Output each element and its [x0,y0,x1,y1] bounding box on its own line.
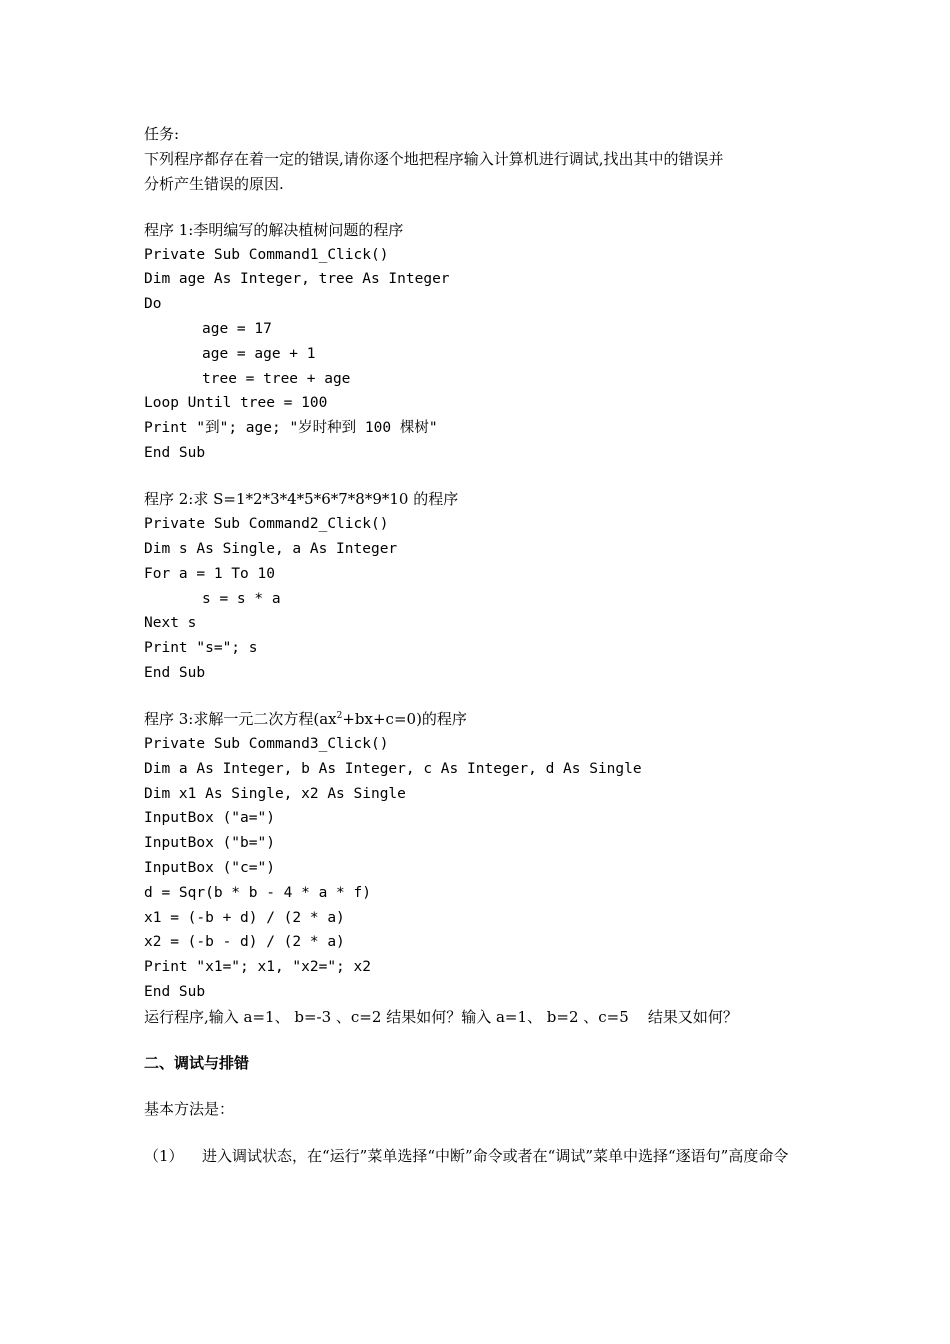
code-line: x2 = (-b - d) / (2 * a) [144,934,345,951]
code-line: tree = tree + age [202,370,351,387]
program2-title: 程序 2:求 S=1*2*3*4*5*6*7*8*9*10 的程序 [144,490,459,509]
list-item-number: （1） [144,1147,184,1166]
code-line: End Sub [144,445,206,462]
program3-title-post: +bx+c=0)的程序 [342,710,467,729]
list-item [144,1144,814,1169]
code-line: InputBox ("b=") [144,835,275,852]
code-line: s = s * a [202,590,281,607]
code-line: d = Sqr(b * b - 4 * a * f) [144,884,371,901]
basic-method-label: 基本方法是： [144,1100,235,1119]
list-item-text: 进入调试状态，在“运行”菜单选择“中断”命令或者在“调试”菜单中选择“逐语句”高度命令 [202,1147,789,1166]
code-line: Print "x1="; x1, "x2="; x2 [144,959,371,976]
code-line: Print "到"; age; "岁时种到 100 棵树" [144,420,438,437]
code-line: Private Sub Command1_Click() [144,246,389,263]
code-line: Dim age As Integer, tree As Integer [144,271,450,288]
code-line: Loop Until tree = 100 [144,395,328,412]
section2-heading: 二、调试与排错 [144,1054,250,1073]
code-line: Dim x1 As Single, x2 As Single [144,785,406,802]
code-line: Private Sub Command2_Click() [144,516,389,533]
code-line: End Sub [144,664,206,681]
code-line: InputBox ("a=") [144,810,275,827]
code-line: Next s [144,615,197,632]
code-line: age = age + 1 [202,345,316,362]
code-line: Dim a As Integer, b As Integer, c As Integer, d As Single [144,760,642,777]
code-line: Do [144,296,162,313]
document-page [144,122,814,1169]
program3-title-superscript: 2 [336,711,343,722]
program1-title: 程序 1:李明编写的解决植树问题的程序 [144,220,404,239]
code-line: Dim s As Single, a As Integer [144,540,398,557]
code-line: InputBox ("c=") [144,860,275,877]
task-label: 任务: [144,125,180,143]
program3-title [144,707,814,732]
program3-title-pre: 程序 3:求解一元二次方程(ax [144,710,337,729]
code-line: Private Sub Command3_Click() [144,736,389,753]
task-text-line-2: 分析产生错误的原因. [144,174,284,193]
code-line: End Sub [144,984,206,1000]
code-line: For a = 1 To 10 [144,565,275,582]
code-line: Print "s="; s [144,640,258,657]
program3-question: 运行程序,输入 a=1、 b=-3 、c=2 结果如何？输入 a=1、 b=2 、c=5 结果又如何？ [144,1007,738,1026]
code-line: x1 = (-b + d) / (2 * a) [144,909,345,926]
task-text-line-1: 下列程序都存在着一定的错误,请你逐个地把程序输入计算机进行调试,找出其中的错误并 [144,149,724,168]
code-line: age = 17 [202,321,272,338]
